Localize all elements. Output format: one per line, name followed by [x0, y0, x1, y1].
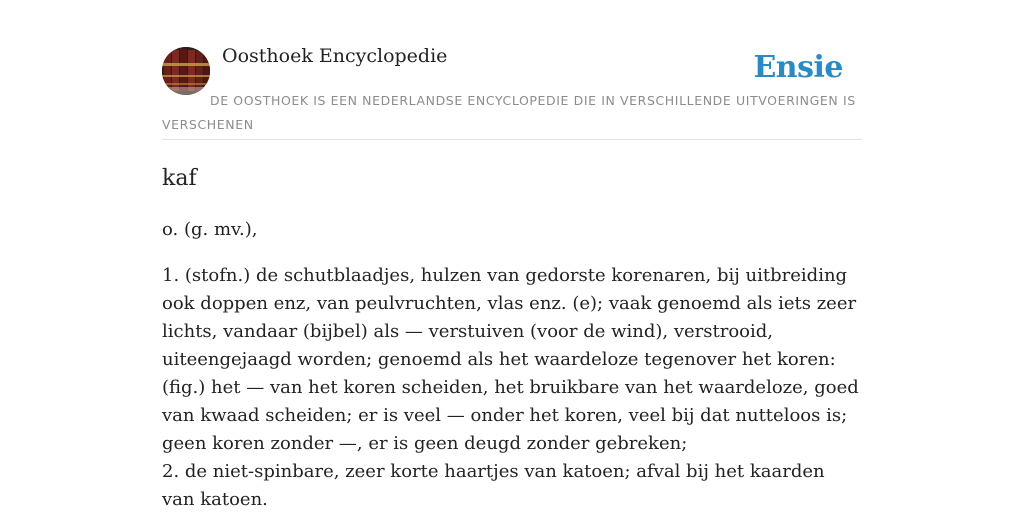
- site-title[interactable]: Oosthoek Encyclopedie: [222, 45, 448, 67]
- meaning-item: 1. (stofn.) de schutblaadjes, hulzen van gedorste korenaren, bij uitbreiding ook doppen enz, van peulvruchten, vlas enz. (e); vaak genoemd als iets zeer lichts, vandaar (bijbel) als — verstuiven (voor de wind), verstrooid, uiteengejaagd worden; genoemd als het waardeloze tegenover het koren: (fig.) het — van het koren scheiden, het bruikbare van het waardeloze, goed van kwaad scheiden; er is veel — onder het koren, veel bij dat nutteloos is; geen koren zonder —, er is geen deugd zonder gebreken;: [162, 265, 859, 454]
- site-header: [162, 0, 862, 140]
- meanings-list: [162, 262, 862, 512]
- encyclopedia-books-icon[interactable]: [162, 47, 210, 95]
- page: [162, 0, 862, 512]
- meaning-item: 2. de niet-spinbare, zeer korte haartjes van katoen; afval bij het kaarden van katoen.: [162, 461, 825, 510]
- entry-title: kaf: [162, 166, 197, 191]
- entry-grammar: o. (g. mv.),: [162, 219, 258, 240]
- site-description: DE OOSTHOEK IS EEN NEDERLANDSE ENCYCLOPEDIE DIE IN VERSCHILLENDE UITVOERINGEN IS VERSCHENEN: [162, 93, 856, 132]
- entry-body: [162, 216, 862, 512]
- brand-logo-link[interactable]: Ensie: [753, 50, 843, 85]
- entry-content: [162, 164, 862, 512]
